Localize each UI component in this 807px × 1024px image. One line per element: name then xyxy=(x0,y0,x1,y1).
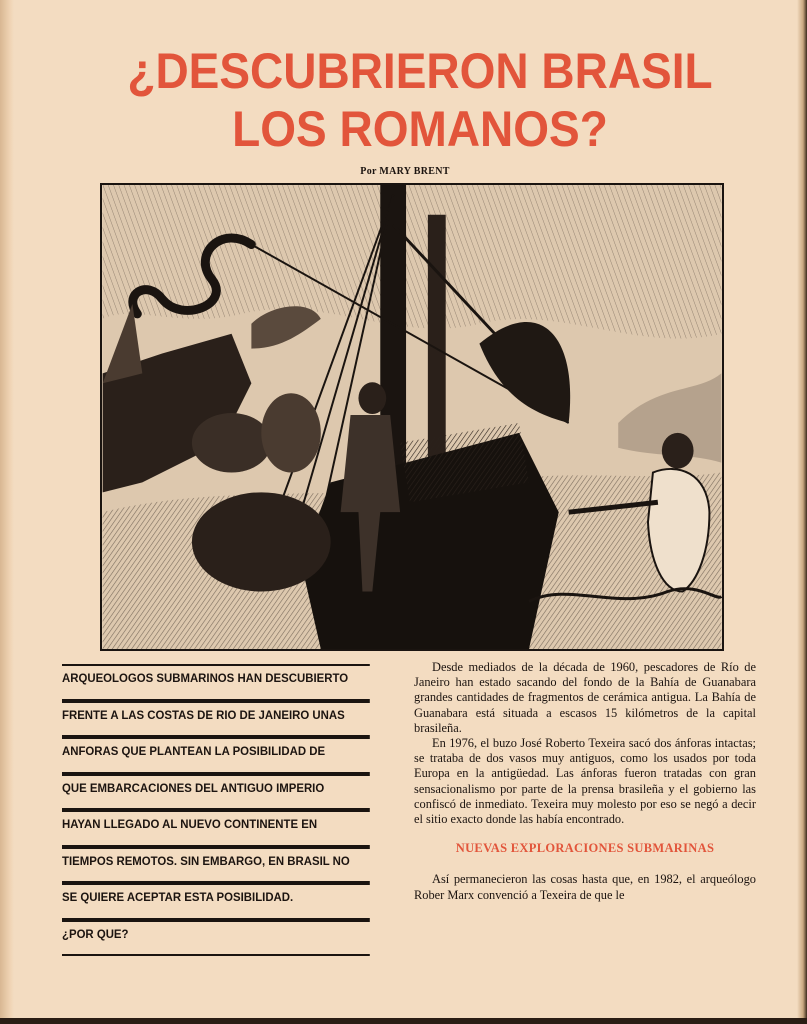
deck-line: HAYAN LLEGADO AL NUEVO CONTINENTE EN xyxy=(62,810,370,847)
body-paragraph: Desde mediados de la década de 1960, pescadores de Río de Janeiro han estado sacando del fondo de la Bahía de Guanabara grandes cantidades de fragmentos de cerámica antigua. La Bahía de Guanabara está situada a escasos 15 kilómetros de la capital brasileña. xyxy=(414,660,756,735)
article-body xyxy=(414,660,756,903)
deck-line: ¿POR QUE? xyxy=(62,920,370,957)
engraving-illustration xyxy=(100,183,724,651)
article-deck xyxy=(62,664,386,956)
byline: Por MARY BRENT xyxy=(360,166,450,177)
deck-line: FRENTE A LAS COSTAS DE RIO DE JANEIRO UNAS xyxy=(62,701,370,738)
deck-line: ARQUEOLOGOS SUBMARINOS HAN DESCUBIERTO xyxy=(62,664,370,701)
page-edge-bottom xyxy=(0,1018,807,1024)
ship-engraving-image xyxy=(102,185,722,649)
deck-line: ANFORAS QUE PLANTEAN LA POSIBILIDAD DE xyxy=(62,737,370,774)
body-paragraph: En 1976, el buzo José Roberto Texeira sacó dos ánforas intactas; se trataba de dos vasos muy antiguos, como los usados por toda Europa en la antigüedad. Las ánforas fueron tratadas con gran sensacionalismo por parte de la prensa brasileña y el gobierno las confiscó de inmediato. Texeira muy molesto por eso se negó a decir el sitio exacto donde las había encontrado. xyxy=(414,736,756,827)
title-line-1: ¿DESCUBRIERON BRASIL xyxy=(127,43,713,99)
deck-line: QUE EMBARCACIONES DEL ANTIGUO IMPERIO xyxy=(62,774,370,811)
page-edge-right xyxy=(797,0,807,1024)
deck-line: TIEMPOS REMOTOS. SIN EMBARGO, EN BRASIL NO xyxy=(62,847,370,884)
page-edge-left xyxy=(0,0,14,1024)
title-line-2: LOS ROMANOS? xyxy=(232,101,608,157)
body-paragraph: Así permanecieron las cosas hasta que, en 1982, el arqueólogo Rober Marx convenció a Texeira de que le xyxy=(414,872,756,902)
article-title xyxy=(89,42,751,158)
section-subheading: NUEVAS EXPLORACIONES SUBMARINAS xyxy=(455,841,715,856)
deck-line: SE QUIERE ACEPTAR ESTA POSIBILIDAD. xyxy=(62,883,370,920)
